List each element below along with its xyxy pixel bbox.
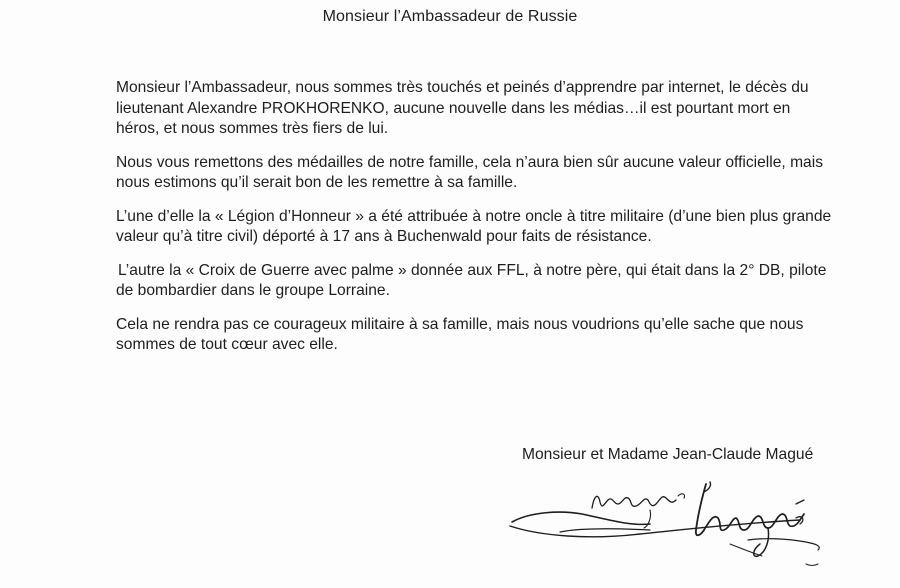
paragraph-3: L’une d’elle la « Légion d’Honneur » a été attribuée à notre oncle à titre militaire (d’une bien plus grande valeur qu’à titre civil) déporté à 17 ans à Buchenwald pour faits de résistance. <box>116 207 832 245</box>
paragraph-2: Nous vous remettons des médailles de notre famille, cela n’aura bien sûr aucune valeur officielle, mais nous estimons qu’il serait bon de les remettre à sa famille. <box>116 153 823 191</box>
letter-body <box>116 78 836 369</box>
closing-signature-name: Monsieur et Madame Jean-Claude Magué <box>522 446 814 463</box>
paragraph-4: L’autre la « Croix de Guerre avec palme » donnée aux FFL, à notre père, qui était dans la 2° DB, pilote de bombardier dans le groupe Lorraine. <box>116 261 827 299</box>
paragraph-5: Cela ne rendra pas ce courageux militaire à sa famille, mais nous voudrions qu’elle sache que nous sommes de tout cœur avec elle. <box>116 315 804 353</box>
paragraph-1: Monsieur l’Ambassadeur, nous sommes très touchés et peinés d’apprendre par internet, le décès du lieutenant Alexandre PROKHORENKO, aucune nouvelle dans les médias…il est pourtant mort en héros, et nous sommes très fiers de lui. <box>116 79 809 137</box>
addressee-line: Monsieur l’Ambassadeur de Russie <box>322 8 578 25</box>
handwritten-signature-icon <box>500 474 840 584</box>
